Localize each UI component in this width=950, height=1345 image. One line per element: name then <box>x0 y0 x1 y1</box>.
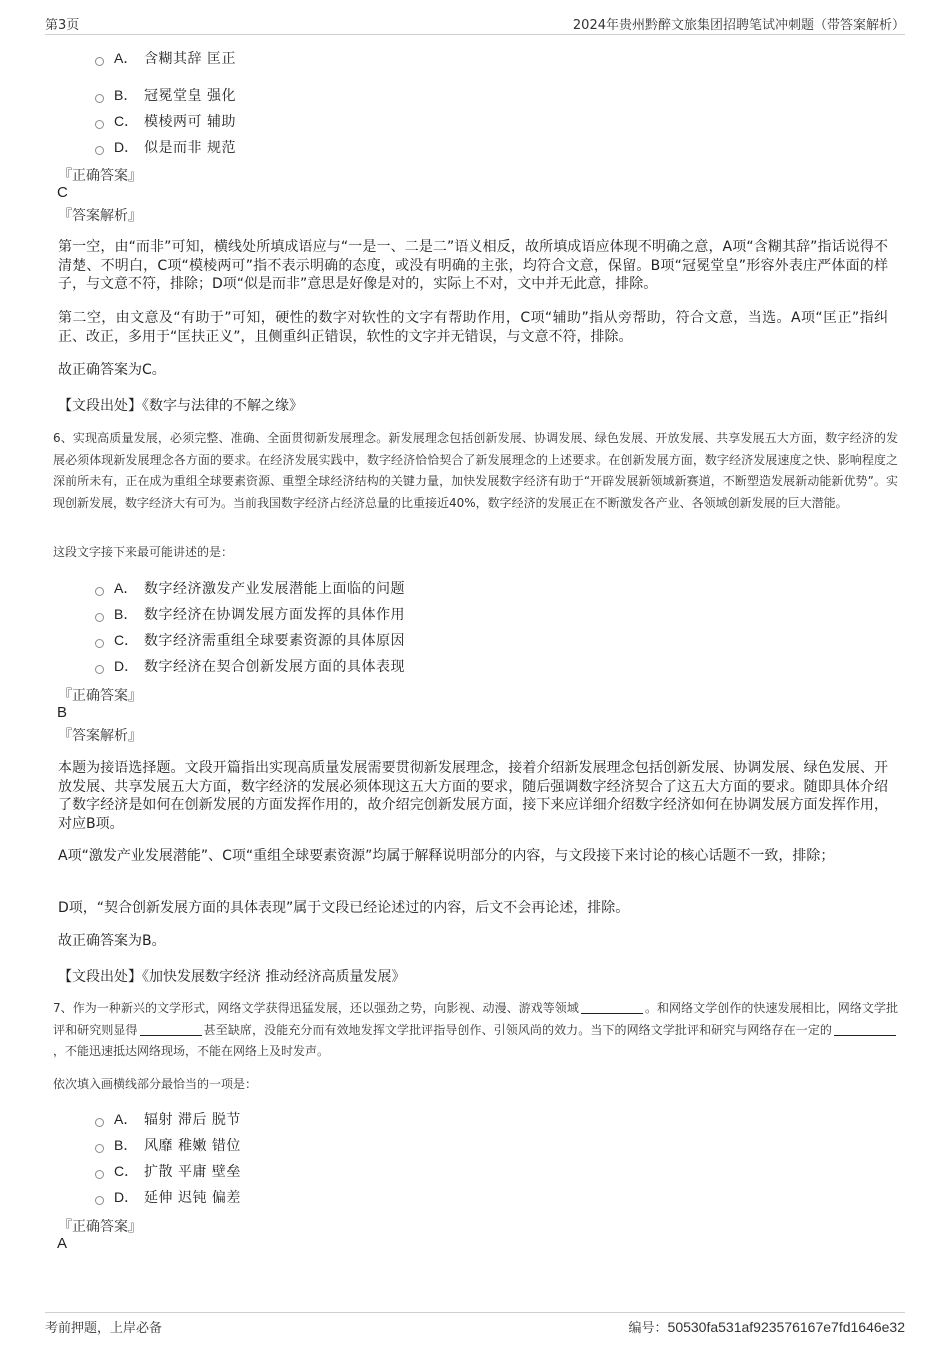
q6-question: 这段文字接下来最可能讲述的是： <box>53 545 234 559</box>
radio-icon[interactable] <box>95 1144 104 1153</box>
q5-option-d[interactable]: D． 似是而非 规范 <box>95 137 236 157</box>
q5-answer-label: 『正确答案』 <box>58 168 142 184</box>
q5-source: 【文段出处】《数字与法律的不解之缘》 <box>58 398 303 414</box>
q5-answer: C <box>57 184 68 201</box>
fill-blank-2 <box>140 1023 202 1036</box>
q5-option-b[interactable]: B． 冠冕堂皇 强化 <box>95 85 236 105</box>
q5-analysis-conclusion: 故正确答案为C。 <box>58 362 166 378</box>
q6-option-a[interactable]: A． 数字经济激发产业发展潜能上面临的问题 <box>95 578 405 598</box>
q6-analysis-paragraph-3: D项，“契合创新发展方面的具体表现”属于文段已经论述过的内容，后文不会再论述，排除。 <box>58 900 630 916</box>
q5-option-c[interactable]: C． 模棱两可 辅助 <box>95 111 236 131</box>
q6-analysis-conclusion: 故正确答案为B。 <box>58 933 166 949</box>
radio-icon[interactable] <box>95 120 104 129</box>
q7-stem: 7、作为一种新兴的文学形式，网络文学获得迅猛发展，还以强劲之势，向影视、动漫、游戏等领域 。和网络文学创作的快速发展相比，网络文学批评和研究则显得 甚至缺席，没能充分而有效地发挥文学批评指导创作、引领风尚的效力。当下的网络文学批评和研究与网络存在一定的，不能迅速抵达网络现场，不能在网络上及时发声。 <box>53 1001 898 1058</box>
fill-blank-3 <box>834 1023 896 1036</box>
radio-icon[interactable] <box>95 146 104 155</box>
document-title: 2024年贵州黔醉文旅集团招聘笔试冲刺题（带答案解析） <box>572 18 905 33</box>
radio-icon[interactable] <box>95 94 104 103</box>
q7-option-a[interactable]: A． 辐射 滞后 脱节 <box>95 1109 241 1129</box>
radio-icon[interactable] <box>95 587 104 596</box>
q6-source: 【文段出处】《加快发展数字经济 推动经济高质量发展》 <box>58 969 406 985</box>
q6-analysis-label: 『答案解析』 <box>58 728 142 744</box>
radio-icon[interactable] <box>95 57 104 66</box>
q6-analysis-paragraph-1: 本题为接语选择题。文段开篇指出实现高质量发展需要贯彻新发展理念，接着介绍新发展理念包括创新发展、协调发展、绿色发展、开放发展、共享发展五大方面，数字经济的发展必须体现这五大方面的要求，随后强调数字经济契合了这五大方面的要求。随即具体介绍了数字经济是如何在创新发展的方面发挥作用的，故介绍完创新发展方面，接下来应详细介绍数字经济如何在协调发展方面发挥作用，对应B项。 <box>58 760 888 832</box>
page-footer <box>45 1312 905 1335</box>
q5-analysis-label: 『答案解析』 <box>58 208 142 224</box>
q7-option-b[interactable]: B． 风靡 稚嫩 错位 <box>95 1135 241 1155</box>
q7-answer-label: 『正确答案』 <box>58 1219 142 1235</box>
q6-answer: B <box>57 704 68 721</box>
page-header <box>45 14 905 35</box>
q6-stem: 6、实现高质量发展，必须完整、准确、全面贯彻新发展理念。新发展理念包括创新发展、协调发展、绿色发展、开放发展、共享发展五大方面，数字经济的发展必须体现新发展理念各方面的要求。在经济发展实践中，数字经济恰恰契合了新发展理念的上述要求。在创新发展方面，数字经济发展速度之快、影响程度之深前所未有，正在成为重组全球要素资源、重塑全球经济结构的关键力量，加快发展数字经济有助于“开辟发展新领域新赛道，不断塑造发展新动能新优势”。实现创新发展，数字经济大有可为。当前我国数字经济占经济总量的比重接近40%，数字经济的发展正在不断激发各产业、各领域创新发展的巨大潜能。 <box>53 431 898 510</box>
q7-option-c[interactable]: C． 扩散 平庸 壁垒 <box>95 1161 241 1181</box>
page-number: 第3页 <box>45 18 80 33</box>
q7-question: 依次填入画横线部分最恰当的一项是： <box>53 1077 258 1091</box>
q5-analysis-paragraph-2: 第二空，由文意及“有助于”可知，硬性的数字对软性的文字有帮助作用，C项“辅助”指从旁帮助，符合文意，当选。A项“匡正”指纠正、改正，多用于“匡扶正义”，且侧重纠正错误，软性的文字并无错误，与文意不符，排除。 <box>58 310 888 345</box>
radio-icon[interactable] <box>95 1118 104 1127</box>
radio-icon[interactable] <box>95 665 104 674</box>
q6-option-c[interactable]: C． 数字经济需重组全球要素资源的具体原因 <box>95 630 405 650</box>
q6-answer-label: 『正确答案』 <box>58 688 142 704</box>
q7-option-d[interactable]: D． 延伸 迟钝 偏差 <box>95 1187 241 1207</box>
q5-option-a[interactable]: A． 含糊其辞 匡正 <box>95 48 236 68</box>
radio-icon[interactable] <box>95 639 104 648</box>
fill-blank-1 <box>581 1001 643 1014</box>
document-code: 编号：50530fa531af923576167e7fd1646e32 <box>628 1319 905 1336</box>
footer-slogan: 考前押题，上岸必备 <box>45 1321 163 1336</box>
q6-option-b[interactable]: B． 数字经济在协调发展方面发挥的具体作用 <box>95 604 405 624</box>
radio-icon[interactable] <box>95 1196 104 1205</box>
q5-analysis-paragraph-1: 第一空，由“而非”可知，横线处所填成语应与“一是一、二是二”语义相反，故所填成语应体现不明确之意，A项“含糊其辞”指话说得不清楚、不明白，C项“模棱两可”指不表示明确的态度，或没有明确的主张，均符合文意，保留。B项“冠冕堂皇”形容外表庄严体面的样子，与文意不符，排除；D项“似是而非”意思是好像是对的，实际上不对，文中并无此意，排除。 <box>58 239 888 292</box>
q7-answer: A <box>57 1235 68 1252</box>
q6-option-d[interactable]: D． 数字经济在契合创新发展方面的具体表现 <box>95 656 405 676</box>
radio-icon[interactable] <box>95 1170 104 1179</box>
radio-icon[interactable] <box>95 613 104 622</box>
q6-analysis-paragraph-2: A项“激发产业发展潜能”、C项“重组全球要素资源”均属于解释说明部分的内容，与文段接下来讨论的核心话题不一致，排除； <box>58 848 835 864</box>
